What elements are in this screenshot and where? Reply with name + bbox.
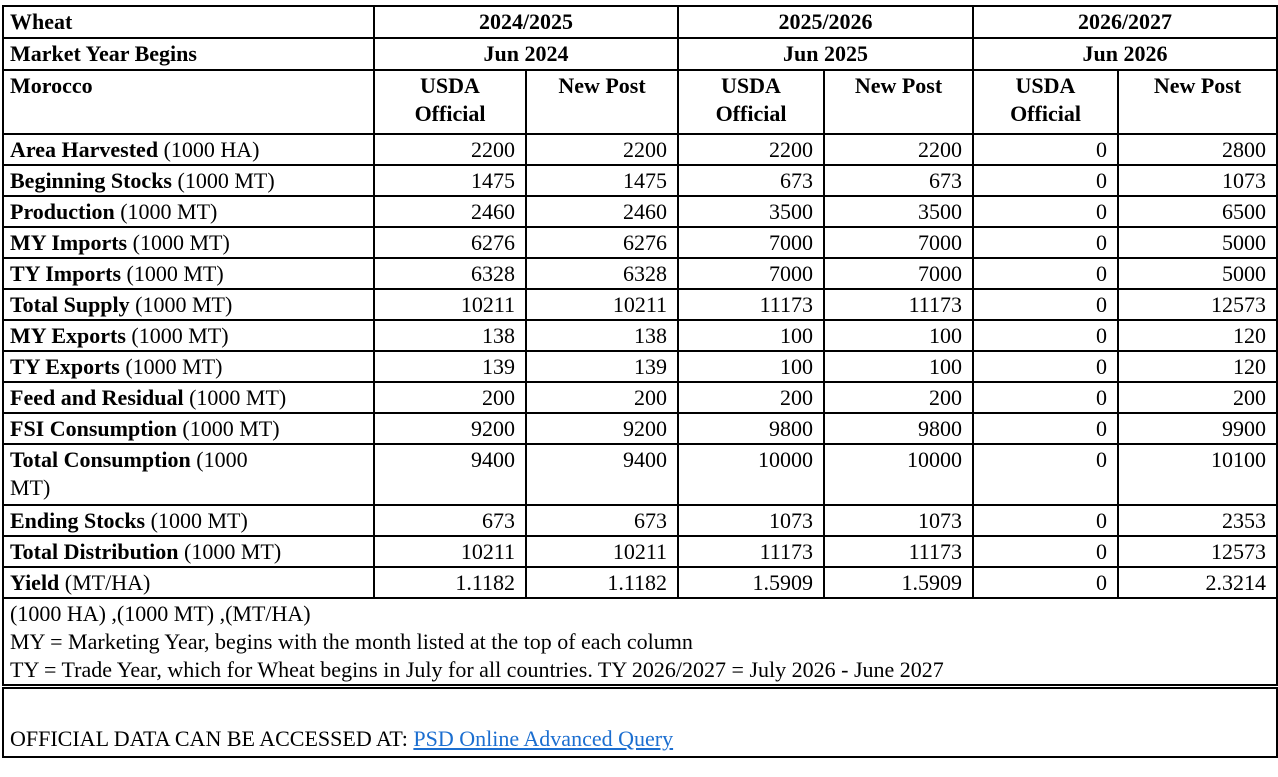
cell-value: 12573	[1118, 536, 1277, 567]
cell-value: 1.5909	[678, 567, 824, 598]
cell-value: 9400	[374, 444, 526, 505]
row-unit: (1000 MT)	[145, 508, 248, 533]
cell-value: 1073	[824, 505, 973, 536]
row-unit: (1000 MT)	[183, 385, 287, 410]
cell-value: 10211	[374, 289, 526, 320]
footnote-units: (1000 HA) ,(1000 MT) ,(MT/HA)	[10, 601, 311, 626]
cell-value: 1073	[678, 505, 824, 536]
cell-value: 673	[678, 165, 824, 196]
row-label-cell	[3, 289, 374, 320]
cell-value: 200	[678, 382, 824, 413]
cell-value: 10211	[526, 289, 678, 320]
cell-value: 7000	[678, 258, 824, 289]
table-row	[3, 227, 1277, 258]
row-label-cell	[3, 444, 374, 505]
cell-value: 0	[973, 382, 1118, 413]
footnote-ty: TY = Trade Year, which for Wheat begins in July for all countries. TY 2026/2027 = July 2026 - June 2027	[10, 657, 944, 682]
subheader-usda-official-2: USDA Official	[678, 70, 824, 134]
official-data-label: OFFICIAL DATA CAN BE ACCESSED AT:	[10, 726, 414, 751]
cell-value: 2353	[1118, 505, 1277, 536]
cell-value: 5000	[1118, 258, 1277, 289]
cell-value: 1.5909	[824, 567, 973, 598]
cell-value: 673	[526, 505, 678, 536]
cell-value: 0	[973, 351, 1118, 382]
table-row	[3, 567, 1277, 598]
row-unit: (1000 MT)	[129, 292, 233, 317]
row-unit: (1000 MT)	[127, 230, 230, 255]
cell-value: 2200	[526, 134, 678, 165]
footnote-my: MY = Marketing Year, begins with the month listed at the top of each column	[10, 629, 693, 654]
row-unit: (1000 MT)	[114, 199, 218, 224]
cell-value: 3500	[678, 196, 824, 227]
cell-value: 10000	[678, 444, 824, 505]
cell-value: 9900	[1118, 413, 1277, 444]
cell-value: 2200	[824, 134, 973, 165]
cell-value: 0	[973, 227, 1118, 258]
cell-value: 10000	[824, 444, 973, 505]
subheader-new-post-1: New Post	[526, 70, 678, 134]
cell-value: 6276	[374, 227, 526, 258]
footnotes-cell	[3, 598, 1277, 687]
row-label: Ending Stocks	[10, 508, 146, 533]
table-row	[3, 165, 1277, 196]
cell-value: 10211	[374, 536, 526, 567]
cell-value: 6276	[526, 227, 678, 258]
cell-value: 0	[973, 289, 1118, 320]
cell-value: 0	[973, 196, 1118, 227]
row-label-cell	[3, 196, 374, 227]
cell-value: 11173	[824, 536, 973, 567]
table-row	[3, 382, 1277, 413]
cell-value: 200	[824, 382, 973, 413]
psd-online-link[interactable]: PSD Online Advanced Query	[413, 726, 674, 751]
cell-value: 1.1182	[374, 567, 526, 598]
year-header-1: 2024/2025	[374, 6, 678, 38]
row-label-cell	[3, 165, 374, 196]
row-unit: (1000 MT)	[10, 447, 248, 500]
cell-value: 100	[678, 320, 824, 351]
cell-value: 139	[526, 351, 678, 382]
cell-value: 6328	[526, 258, 678, 289]
market-year-begins-3: Jun 2026	[973, 38, 1277, 70]
cell-value: 200	[526, 382, 678, 413]
table-row	[3, 351, 1277, 382]
cell-value: 0	[973, 536, 1118, 567]
cell-value: 11173	[678, 289, 824, 320]
subheader-usda-official-3: USDA Official	[973, 70, 1118, 134]
year-header-2: 2025/2026	[678, 6, 973, 38]
table-row	[3, 320, 1277, 351]
row-label: MY Imports	[10, 230, 128, 255]
row-label-cell	[3, 567, 374, 598]
cell-value: 200	[1118, 382, 1277, 413]
psd-commodity-table	[2, 5, 1278, 758]
cell-value: 120	[1118, 351, 1277, 382]
market-year-begins-2: Jun 2025	[678, 38, 973, 70]
subheader-new-post-2: New Post	[824, 70, 973, 134]
row-label: MY Exports	[10, 323, 126, 348]
cell-value: 0	[973, 165, 1118, 196]
cell-value: 9800	[824, 413, 973, 444]
row-label-cell	[3, 505, 374, 536]
cell-value: 139	[374, 351, 526, 382]
subheader-usda-official-1: USDA Official	[374, 70, 526, 134]
source-header-row	[3, 70, 1277, 134]
cell-value: 10100	[1118, 444, 1277, 505]
row-label: TY Imports	[10, 261, 122, 286]
table-row	[3, 444, 1277, 505]
row-label: Total Distribution	[10, 539, 179, 564]
cell-value: 138	[374, 320, 526, 351]
market-year-label-cell: Market Year Begins	[3, 38, 374, 70]
cell-value: 0	[973, 134, 1118, 165]
cell-value: 0	[973, 567, 1118, 598]
subheader-new-post-3: New Post	[1118, 70, 1277, 134]
row-label-cell	[3, 227, 374, 258]
row-unit: (1000 MT)	[178, 539, 282, 564]
cell-value: 200	[374, 382, 526, 413]
row-label: Production	[10, 199, 115, 224]
cell-value: 9200	[526, 413, 678, 444]
row-label: Beginning Stocks	[10, 168, 172, 193]
table-row	[3, 505, 1277, 536]
cell-value: 673	[374, 505, 526, 536]
row-label: Feed and Residual	[10, 385, 184, 410]
country-cell: Morocco	[3, 70, 374, 134]
market-year-row	[3, 38, 1277, 70]
market-year-begins-1: Jun 2024	[374, 38, 678, 70]
row-label: TY Exports	[10, 354, 120, 379]
data-rows	[3, 134, 1277, 598]
cell-value: 7000	[824, 227, 973, 258]
row-unit: (1000 MT)	[119, 354, 223, 379]
cell-value: 3500	[824, 196, 973, 227]
row-label-cell	[3, 134, 374, 165]
cell-value: 1475	[526, 165, 678, 196]
cell-value: 100	[678, 351, 824, 382]
cell-value: 2460	[526, 196, 678, 227]
row-label: Total Supply	[10, 292, 130, 317]
cell-value: 0	[973, 505, 1118, 536]
row-label-cell	[3, 320, 374, 351]
cell-value: 5000	[1118, 227, 1277, 258]
row-label: Yield	[10, 570, 60, 595]
cell-value: 0	[973, 258, 1118, 289]
commodity-cell: Wheat	[3, 6, 374, 38]
cell-value: 12573	[1118, 289, 1277, 320]
cell-value: 0	[973, 413, 1118, 444]
cell-value: 2460	[374, 196, 526, 227]
cell-value: 1073	[1118, 165, 1277, 196]
cell-value: 2200	[678, 134, 824, 165]
cell-value: 673	[824, 165, 973, 196]
row-unit: (MT/HA)	[59, 570, 151, 595]
cell-value: 2800	[1118, 134, 1277, 165]
cell-value: 100	[824, 351, 973, 382]
table-row	[3, 413, 1277, 444]
row-label-cell	[3, 351, 374, 382]
row-unit: (1000 HA)	[158, 137, 260, 162]
row-label: FSI Consumption	[10, 416, 177, 441]
row-label: Total Consumption	[10, 447, 191, 472]
row-label-cell	[3, 536, 374, 567]
cell-value: 1.1182	[526, 567, 678, 598]
table-row	[3, 536, 1277, 567]
cell-value: 9200	[374, 413, 526, 444]
year-header-3: 2026/2027	[973, 6, 1277, 38]
cell-value: 11173	[824, 289, 973, 320]
cell-value: 1475	[374, 165, 526, 196]
commodity-header-row	[3, 6, 1277, 38]
cell-value: 6328	[374, 258, 526, 289]
cell-value: 6500	[1118, 196, 1277, 227]
row-unit: (1000 MT)	[176, 416, 280, 441]
cell-value: 9400	[526, 444, 678, 505]
official-data-cell	[3, 687, 1277, 757]
cell-value: 2.3214	[1118, 567, 1277, 598]
cell-value: 9800	[678, 413, 824, 444]
cell-value: 120	[1118, 320, 1277, 351]
cell-value: 0	[973, 320, 1118, 351]
row-label-cell	[3, 413, 374, 444]
row-unit: (1000 MT)	[172, 168, 275, 193]
cell-value: 100	[824, 320, 973, 351]
table-row	[3, 289, 1277, 320]
table-row	[3, 134, 1277, 165]
official-data-row	[3, 687, 1277, 757]
cell-value: 10211	[526, 536, 678, 567]
table-row	[3, 196, 1277, 227]
table-row	[3, 258, 1277, 289]
row-unit: (1000 MT)	[121, 261, 224, 286]
cell-value: 7000	[678, 227, 824, 258]
row-label: Area Harvested	[10, 137, 159, 162]
row-unit: (1000 MT)	[125, 323, 229, 348]
cell-value: 2200	[374, 134, 526, 165]
cell-value: 11173	[678, 536, 824, 567]
cell-value: 0	[973, 444, 1118, 505]
cell-value: 138	[526, 320, 678, 351]
cell-value: 7000	[824, 258, 973, 289]
row-label-cell	[3, 258, 374, 289]
footnotes-row	[3, 598, 1277, 687]
row-label-cell	[3, 382, 374, 413]
